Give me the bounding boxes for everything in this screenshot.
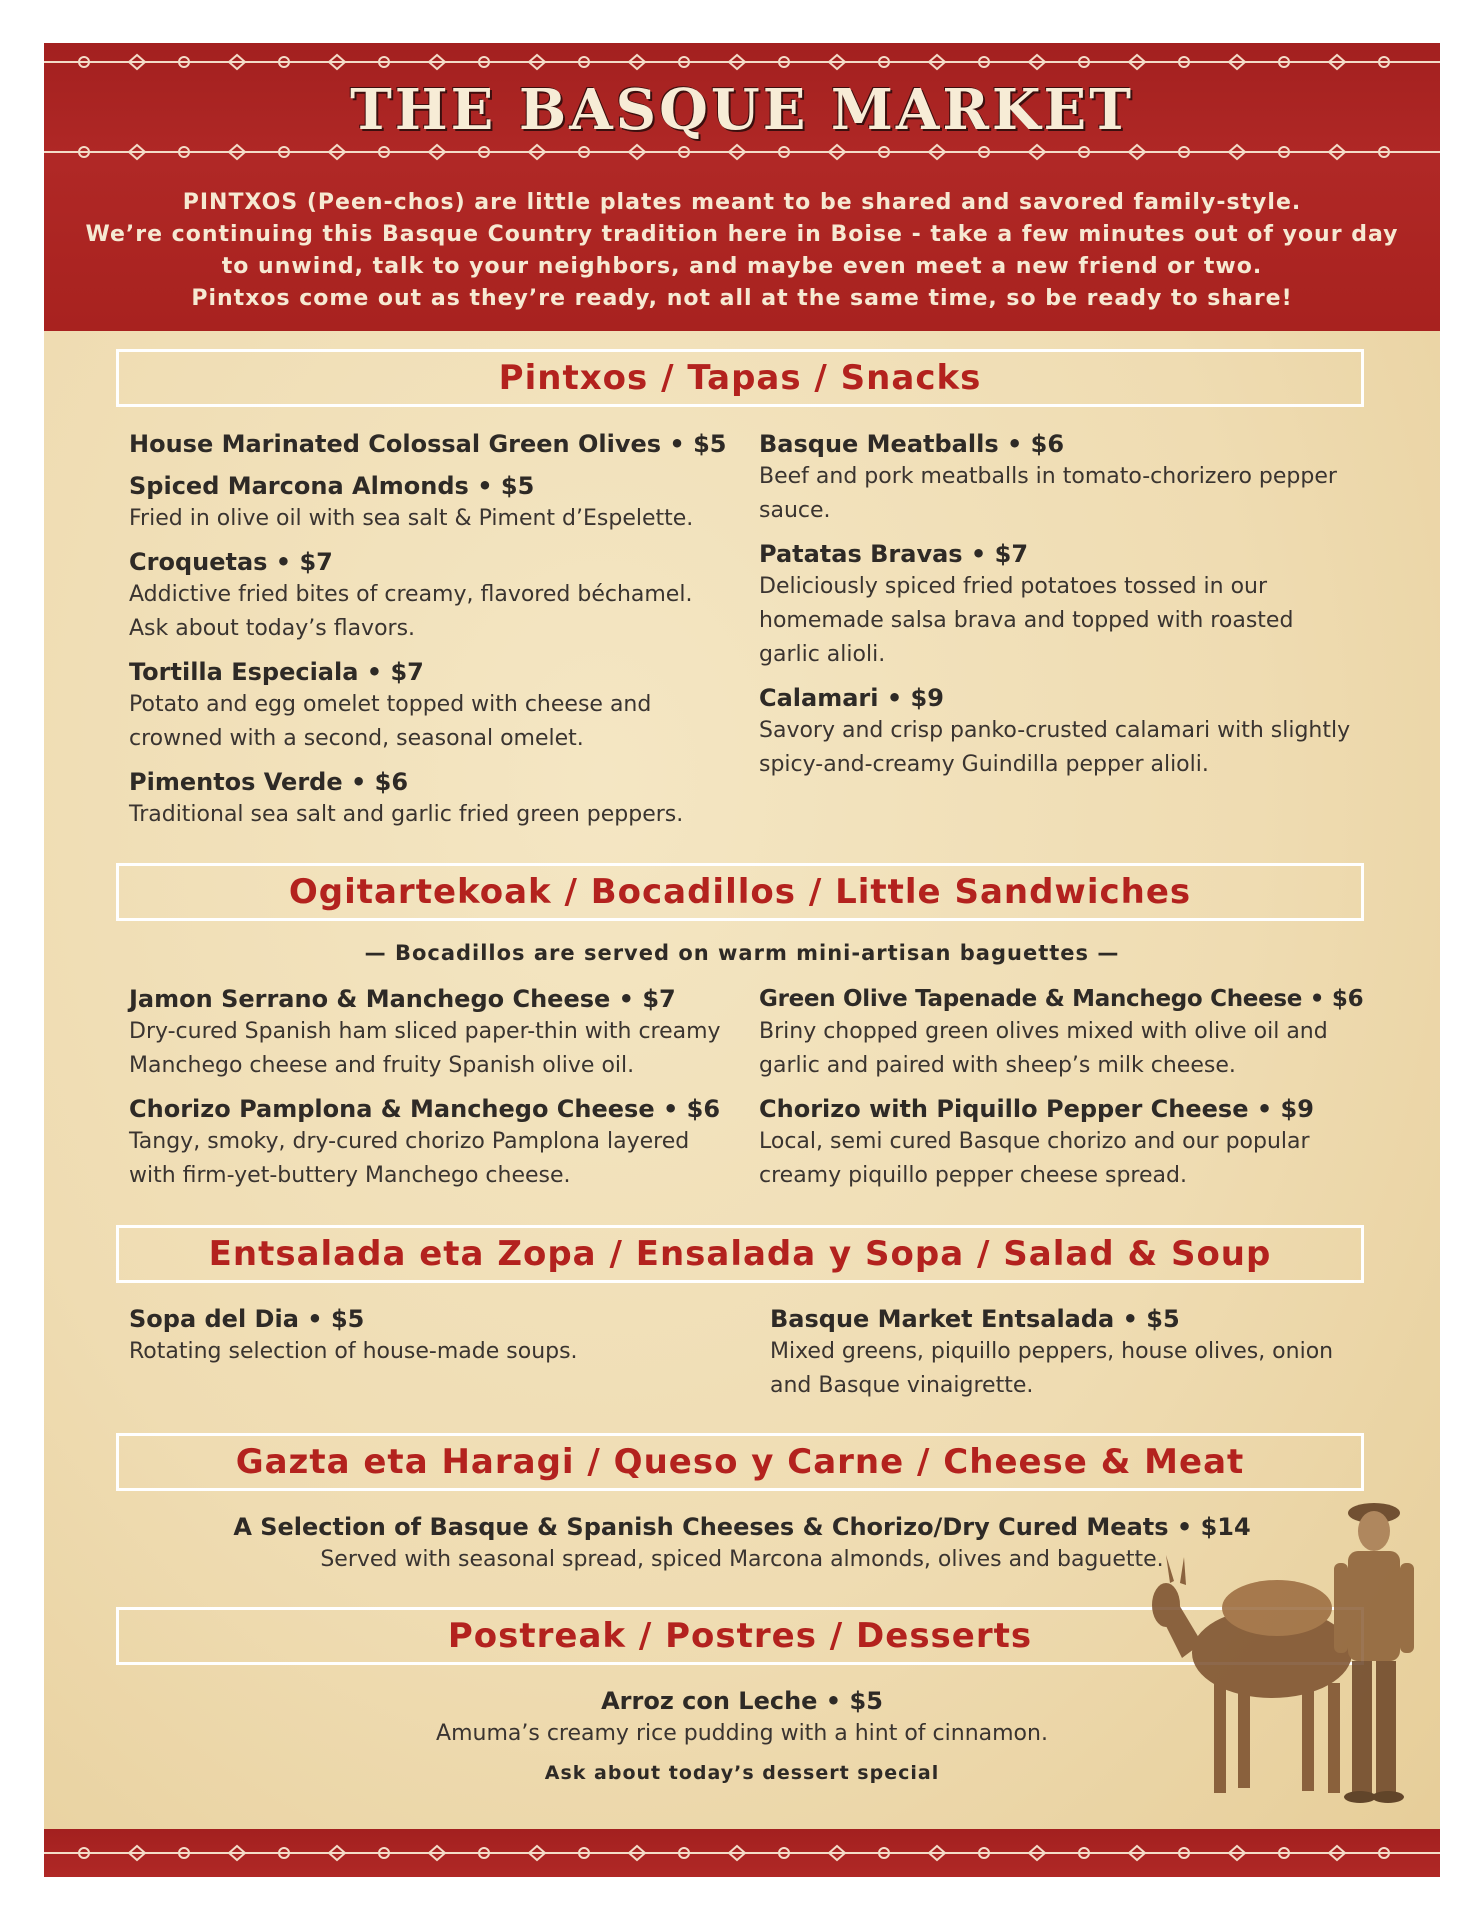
menu-item [759, 538, 1359, 672]
menu-item [759, 1093, 1359, 1193]
salad-left-column [129, 1303, 729, 1379]
sandwiches-right-column [759, 983, 1364, 1203]
item-title: Arroz con Leche • $5 [601, 1687, 883, 1715]
intro-line: We’re continuing this Basque Country tradition here in Boise - take a few minutes out of your day [85, 222, 1399, 247]
item-title: Pimentos Verde • $6 [129, 768, 409, 796]
intro-line: Pintxos come out as they’re ready, not all at the same time, so be ready to share! [191, 286, 1293, 311]
menu-page [44, 43, 1440, 1877]
menu-item [129, 656, 729, 756]
item-title: Tortilla Especiala • $7 [129, 658, 424, 686]
item-title: A Selection of Basque & Spanish Cheeses & Chorizo/Dry Cured Meats • $14 [233, 1513, 1251, 1541]
item-description: Savory and crisp panko-crusted calamari with slightly spicy-and-creamy Guindilla pepper alioli. [759, 718, 1351, 777]
menu-title: THE BASQUE MARKET [350, 77, 1134, 143]
item-description: Dry-cured Spanish ham sliced paper-thin with creamy Manchego cheese and fruity Spanish olive oil. [129, 1019, 721, 1078]
menu-header [44, 43, 1440, 331]
intro-line: to unwind, talk to your neighbors, and maybe even meet a new friend or two. [221, 254, 1263, 279]
menu-item [759, 682, 1359, 782]
item-title: Calamari • $9 [759, 684, 944, 712]
item-title: Sopa del Dia • $5 [129, 1305, 365, 1333]
item-description: Addictive fried bites of creamy, flavored béchamel. Ask about today’s flavors. [129, 582, 693, 641]
item-title: Basque Market Entsalada • $5 [770, 1305, 1180, 1333]
sandwiches-left-column [129, 983, 729, 1203]
section-heading-pintxos: Pintxos / Tapas / Snacks [116, 349, 1364, 407]
item-description: Traditional sea salt and garlic fried green peppers. [129, 802, 684, 827]
menu-footer [44, 1829, 1440, 1877]
item-description: Beef and pork meatballs in tomato-chorizero pepper sauce. [759, 464, 1337, 523]
menu-item [759, 428, 1359, 528]
section-heading-cheese-meat: Gazta eta Haragi / Queso y Carne / Cheese & Meat [116, 1433, 1364, 1491]
menu-item [759, 983, 1364, 1083]
item-title: Basque Meatballs • $6 [759, 430, 1065, 458]
item-description: Tangy, smoky, dry-cured chorizo Pamplona layered with firm-yet-buttery Manchego cheese. [129, 1129, 690, 1188]
item-description: Deliciously spiced fried potatoes tossed in our homemade salsa brava and topped with roasted garlic alioli. [759, 574, 1294, 667]
item-description: Rotating selection of house-made soups. [129, 1339, 578, 1364]
menu-item [129, 1303, 729, 1369]
man-with-donkey-illustration [1152, 1483, 1432, 1813]
item-description: Fried in olive oil with sea salt & Piment d’Espelette. [129, 506, 694, 531]
pintxos-right-column [759, 428, 1359, 792]
item-title: Chorizo Pamplona & Manchego Cheese • $6 [129, 1095, 721, 1123]
item-description: Briny chopped green olives mixed with olive oil and garlic and paired with sheep’s milk cheese. [759, 1019, 1328, 1078]
item-title: House Marinated Colossal Green Olives • $5 [129, 430, 727, 458]
dessert-note: Ask about today’s dessert special [544, 1762, 940, 1784]
item-title: Patatas Bravas • $7 [759, 540, 1029, 568]
item-description: Mixed greens, piquillo peppers, house olives, onion and Basque vinaigrette. [770, 1339, 1334, 1398]
section-heading-sandwiches: Ogitartekoak / Bocadillos / Little Sandwiches [116, 863, 1364, 921]
intro-line: PINTXOS (Peen-chos) are little plates meant to be shared and savored family-style. [182, 190, 1302, 215]
intro-text [44, 187, 1440, 315]
item-title: Croquetas • $7 [129, 548, 333, 576]
item-description: Served with seasonal spread, spiced Marcona almonds, olives and baguette. [320, 1547, 1164, 1572]
menu-item [129, 1093, 729, 1193]
pintxos-left-column [129, 428, 729, 842]
ornamental-border-bottom-icon [44, 1840, 1440, 1866]
item-description: Local, semi cured Basque chorizo and our popular creamy piquillo pepper cheese spread. [759, 1129, 1310, 1188]
menu-item [129, 546, 729, 646]
ornamental-border-under-title-icon [44, 139, 1440, 165]
sandwiches-note: — Bocadillos are served on warm mini-artisan baguettes — [364, 941, 1120, 965]
menu-item [770, 1303, 1370, 1403]
item-description: Potato and egg omelet topped with cheese and crowned with a second, seasonal omelet. [129, 692, 652, 751]
ornamental-border-top-icon [44, 49, 1440, 75]
salad-right-column [770, 1303, 1370, 1413]
section-heading-salad-soup: Entsalada eta Zopa / Ensalada y Sopa / Salad & Soup [116, 1225, 1364, 1283]
menu-item [129, 470, 729, 536]
item-title: Chorizo with Piquillo Pepper Cheese • $9 [759, 1095, 1314, 1123]
item-title: Jamon Serrano & Manchego Cheese • $7 [129, 985, 676, 1013]
menu-item [129, 766, 729, 832]
menu-item [129, 983, 729, 1083]
item-title: Green Olive Tapenade & Manchego Cheese • $6 [759, 986, 1364, 1012]
item-title: Spiced Marcona Almonds • $5 [129, 472, 535, 500]
section-heading-desserts: Postreak / Postres / Desserts [116, 1607, 1364, 1665]
menu-item [129, 428, 729, 460]
item-description: Amuma’s creamy rice pudding with a hint of cinnamon. [436, 1721, 1048, 1746]
